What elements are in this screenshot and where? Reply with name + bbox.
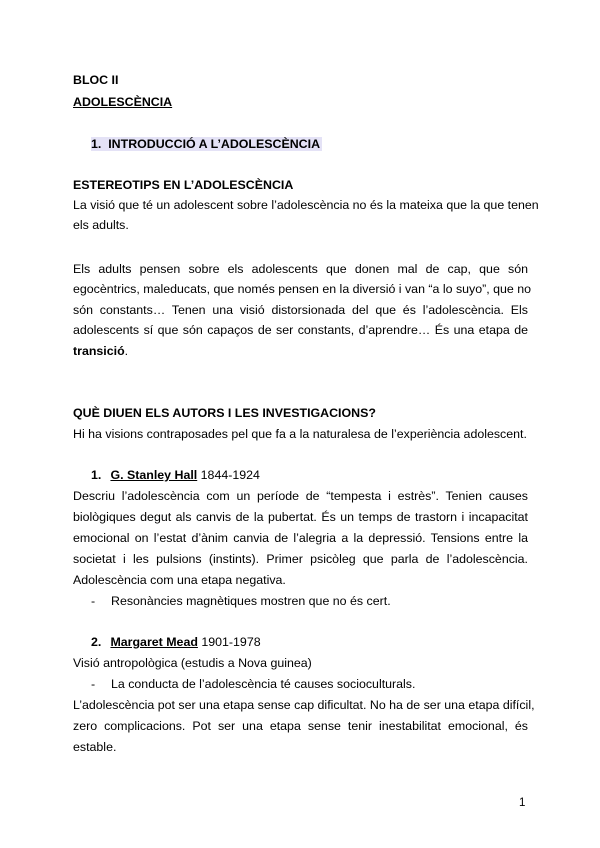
paragraph-line: els adults. [73, 218, 129, 232]
author-name: Margaret Mead [110, 635, 198, 649]
bullet-item [91, 594, 546, 609]
author-heading-hall [91, 468, 546, 483]
bullet-dash: - [91, 677, 96, 691]
paragraph-line: són constants… Tenen una visió distorsionada del que és l’adolescència. Els [73, 303, 528, 317]
section-label: INTRODUCCIÓ A L’ADOLESCÈNCIA [108, 137, 321, 151]
bullet-item [91, 677, 546, 692]
bullet-text: La conducta de l’adolescència té causes socioculturals. [111, 677, 416, 691]
autors-intro: Hi ha visions contraposades pel que fa a la naturalesa de l’experiència adolescent. [73, 427, 527, 441]
paragraph-line: Els adults pensen sobre els adolescents que donen mal de cap, que són [73, 262, 528, 276]
section-heading-highlight [91, 137, 322, 151]
author-name: G. Stanley Hall [110, 468, 198, 482]
paragraph-line: egocèntrics, maleducats, que només pensen en la diversió i van “a lo suyo”, que no [73, 282, 532, 296]
author-number: 1. [91, 468, 102, 482]
bullet-text: Resonàncies magnètiques mostren que no és cert. [111, 594, 391, 608]
paragraph-line [73, 344, 528, 359]
section-heading-1 [91, 137, 546, 152]
paragraph-line: societat i les pulsions (instints). Primer psicòleg que parla de l’adolescència. [73, 552, 528, 566]
bold-term: transició [73, 344, 125, 358]
paragraph-line: emocional on l’estat d’ànim canvia de l’alegria a la depressió. Tensions entre la [73, 531, 528, 545]
paragraph-line: Visió antropològica (estudis a Nova guinea) [73, 656, 312, 670]
paragraph-line: La visió que té un adolescent sobre l’adolescència no és la mateixa que la que tenen [73, 198, 539, 212]
paragraph-line: Descriu l’adolescència com un període de “tempesta i estrès”. Tenien causes [73, 489, 528, 503]
bullet-dash: - [91, 594, 96, 608]
paragraph-line: adolescents sí que són capaços de ser constants, d’aprendre… És una etapa de [73, 323, 528, 337]
document-title: ADOLESCÈNCIA [73, 95, 173, 109]
page-number: 1 [519, 797, 526, 809]
period: . [124, 344, 129, 358]
author-number: 2. [91, 635, 102, 649]
estereotips-heading: ESTEREOTIPS EN L’ADOLESCÈNCIA [73, 178, 294, 192]
paragraph-line: biològiques degut als canvis de la pubertat. És un temps de trastorn i incapacitat [73, 510, 528, 524]
author-years: 1901-1978 [197, 635, 261, 649]
paragraph-line: estable. [73, 740, 117, 754]
bloc-label: BLOC II [73, 73, 119, 87]
author-heading-mead [91, 635, 546, 650]
section-number: 1. [91, 137, 102, 151]
paragraph-line: L’adolescència pot ser una etapa sense cap dificultat. No ha de ser una etapa difícil, [73, 698, 535, 712]
author-years: 1844-1924 [197, 468, 260, 482]
paragraph-line: Adolescència com una etapa negativa. [73, 573, 286, 587]
paragraph-line: zero complicacions. Pot ser una etapa sense tenir inestabilitat emocional, és [73, 719, 528, 733]
autors-heading: QUÈ DIUEN ELS AUTORS I LES INVESTIGACIONS? [73, 406, 376, 420]
